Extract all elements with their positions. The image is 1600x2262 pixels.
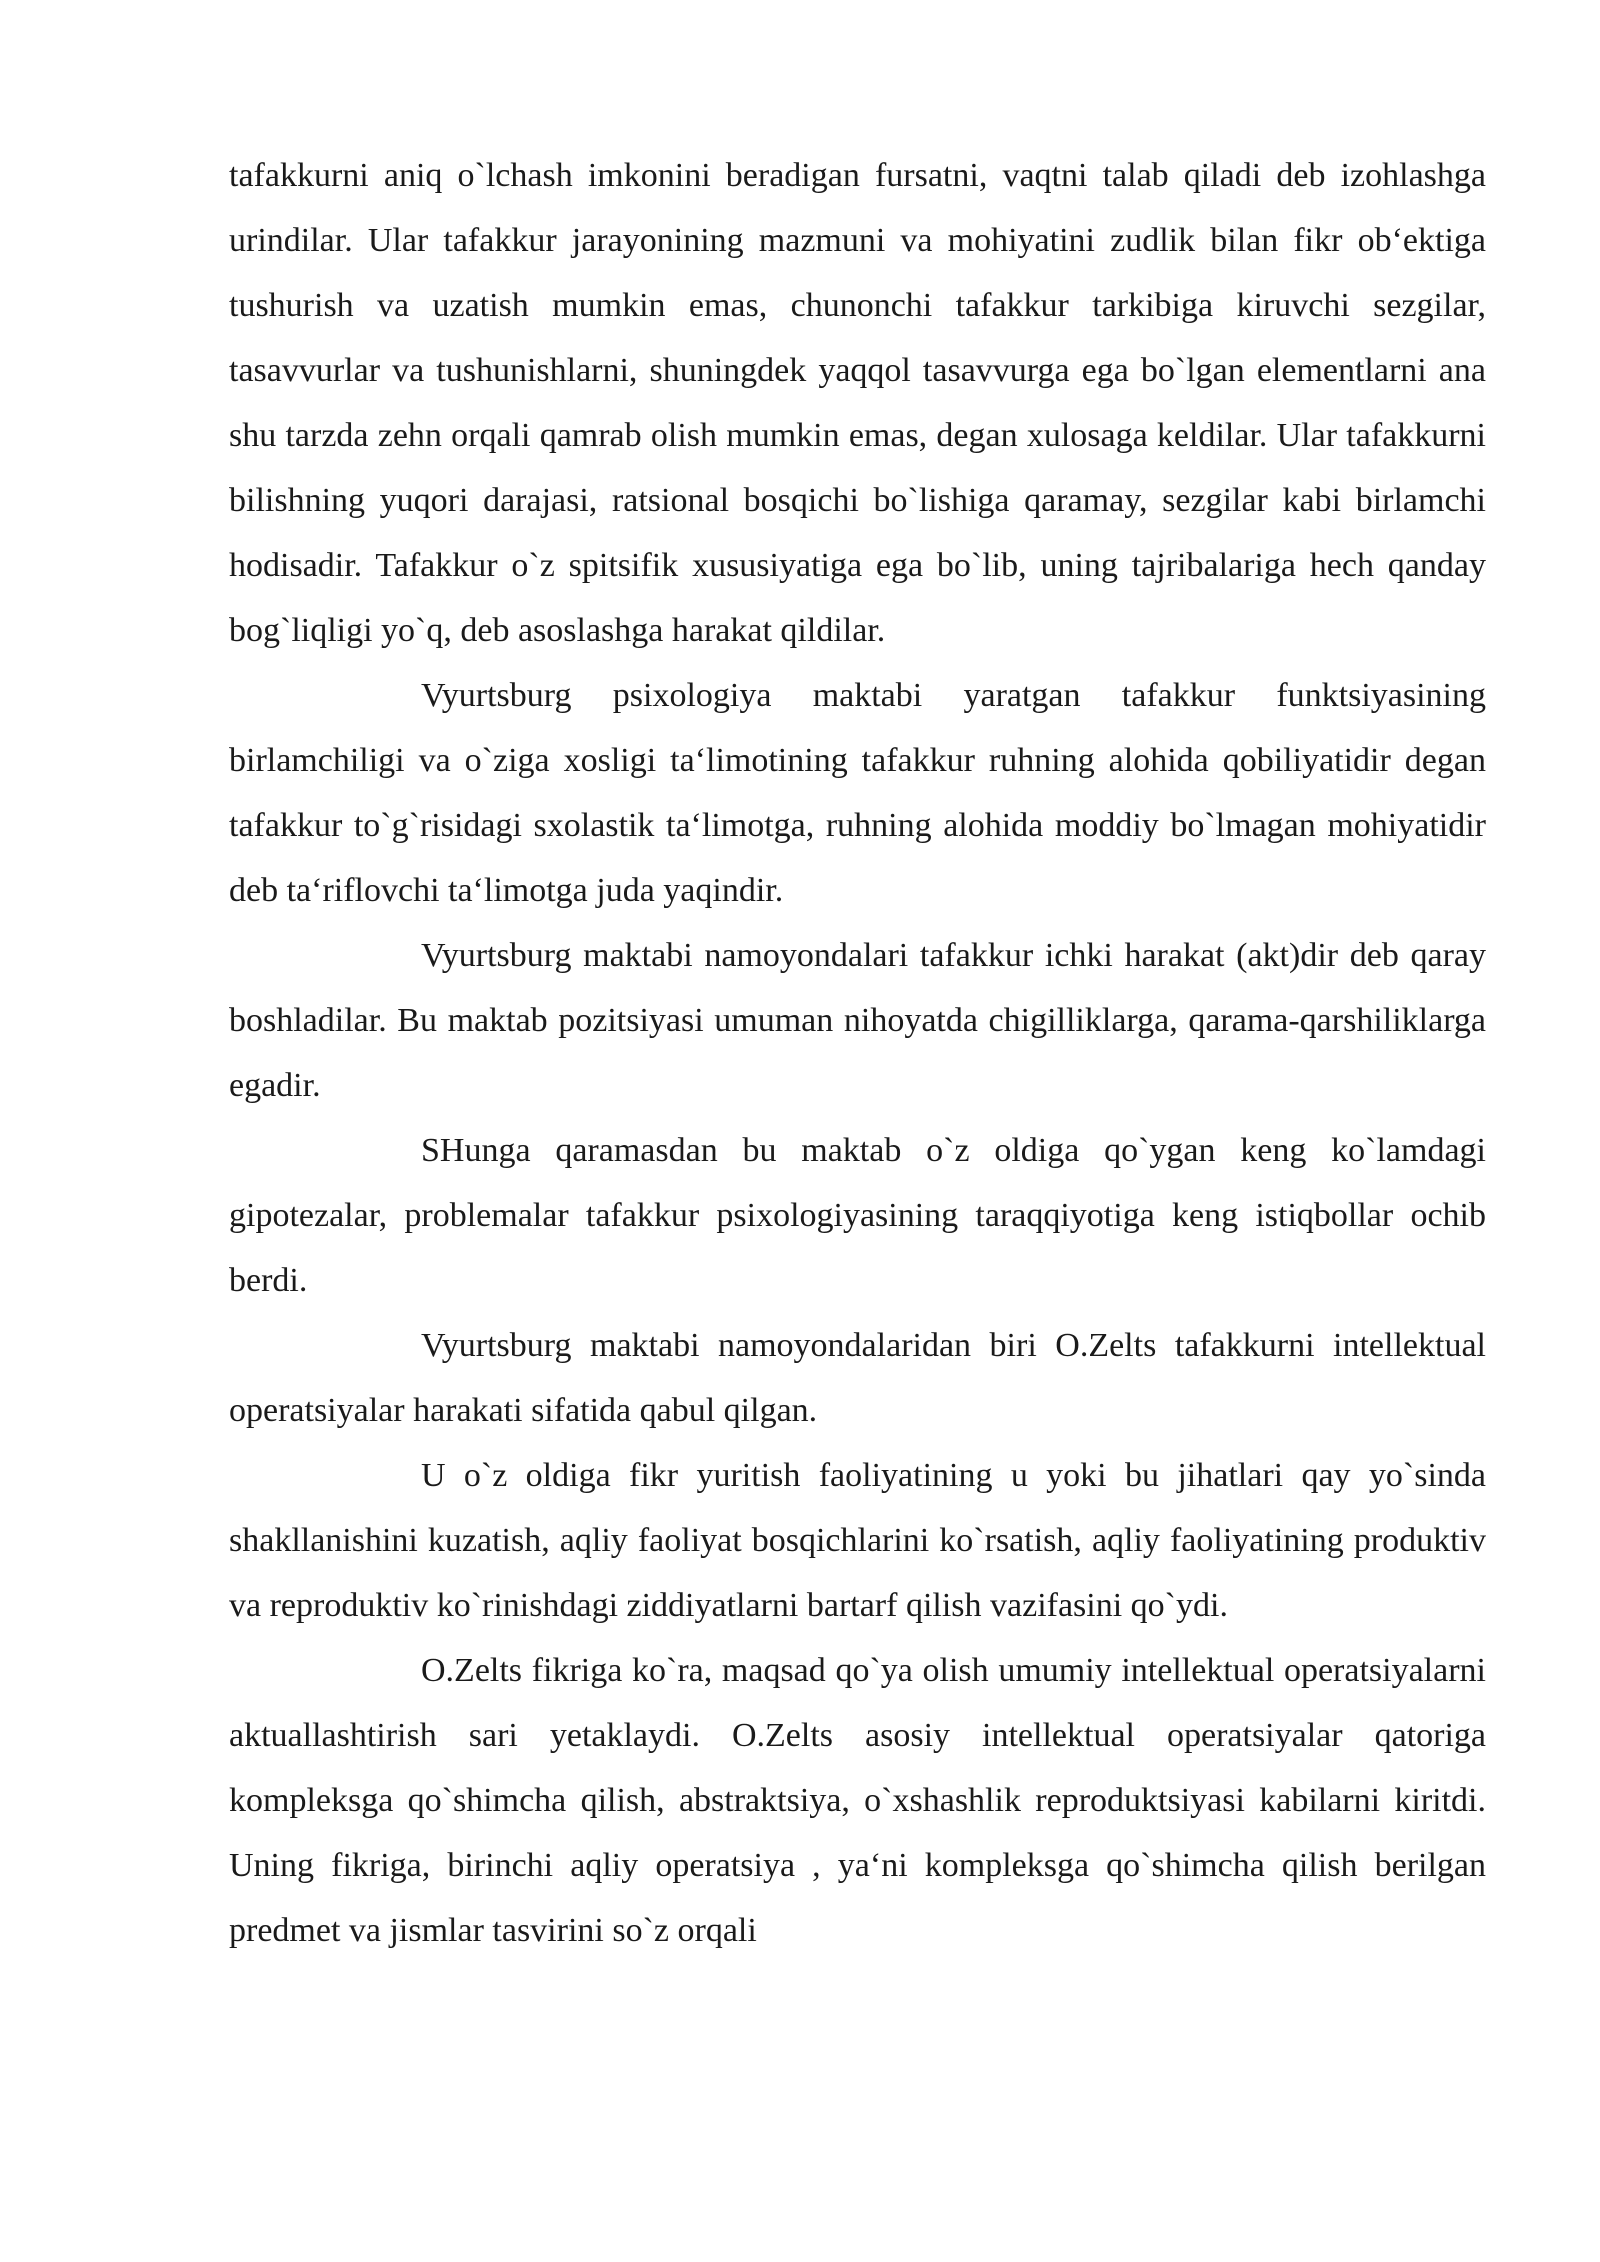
paragraph-5: Vyurtsburg maktabi namoyondalaridan biri O.Zelts tafakkurni intellektual operatsiyalar harakati sifatida qabul qilgan. xyxy=(229,1327,1486,1429)
paragraph-2: Vyurtsburg psixologiya maktabi yaratgan tafakkur funktsiyasining birlamchiligi va o`ziga xosligi ta‘limotining tafakkur ruhning alohida qobiliyatidir degan tafakkur to`g`risidagi sxolastik ta‘limotga, ruhning alohida moddiy bo`lmagan mohiyatidir deb ta‘riflovchi ta‘limotga juda yaqindir. xyxy=(229,677,1486,909)
paragraph-7: O.Zelts fikriga ko`ra, maqsad qo`ya olish umumiy intellektual operatsiyalarni aktuallashtirish sari yetaklaydi. O.Zelts asosiy intellektual operatsiyalar qatoriga kompleksga qo`shimcha qilish, abstraktsiya, o`xshashlik reproduktsiyasi kabilarni kiritdi. Uning fikriga, birinchi aqliy operatsiya , ya‘ni kompleksga qo`shimcha qilish berilgan predmet va jismlar tasvirini so`z orqali xyxy=(229,1652,1486,1949)
document-body xyxy=(229,143,1486,1963)
paragraph-3: Vyurtsburg maktabi namoyondalari tafakkur ichki harakat (akt)dir deb qaray boshladilar. Bu maktab pozitsiyasi umuman nihoyatda chigilliklarga, qarama-qarshiliklarga egadir. xyxy=(229,937,1486,1104)
paragraph-1: tafakkurni aniq o`lchash imkonini beradigan fursatni, vaqtni talab qiladi deb izohlashga urindilar. Ular tafakkur jarayonining mazmuni va mohiyatini zudlik bilan fikr ob‘ektiga tushurish va uzatish mumkin emas, chunonchi tafakkur tarkibiga kiruvchi sezgilar, tasavvurlar va tushunishlarni, shuningdek yaqqol tasavvurga ega bo`lgan elementlarni ana shu tarzda zehn orqali qamrab olish mumkin emas, degan xulosaga keldilar. Ular tafakkurni bilishning yuqori darajasi, ratsional bosqichi bo`lishiga qaramay, sezgilar kabi birlamchi hodisadir. Tafakkur o`z spitsifik xususiyatiga ega bo`lib, uning tajribalariga hech qanday bog`liqligi yo`q, deb asoslashga harakat qildilar. xyxy=(229,157,1486,649)
paragraph-6: U o`z oldiga fikr yuritish faoliyatining u yoki bu jihatlari qay yo`sinda shakllanishini kuzatish, aqliy faoliyat bosqichlarini ko`rsatish, aqliy faoliyatining produktiv va reproduktiv ko`rinishdagi ziddiyatlarni bartarf qilish vazifasini qo`ydi. xyxy=(229,1457,1486,1624)
paragraph-4: SHunga qaramasdan bu maktab o`z oldiga qo`ygan keng ko`lamdagi gipotezalar, problemalar tafakkur psixologiyasining taraqqiyotiga keng istiqbollar ochib berdi. xyxy=(229,1132,1486,1299)
